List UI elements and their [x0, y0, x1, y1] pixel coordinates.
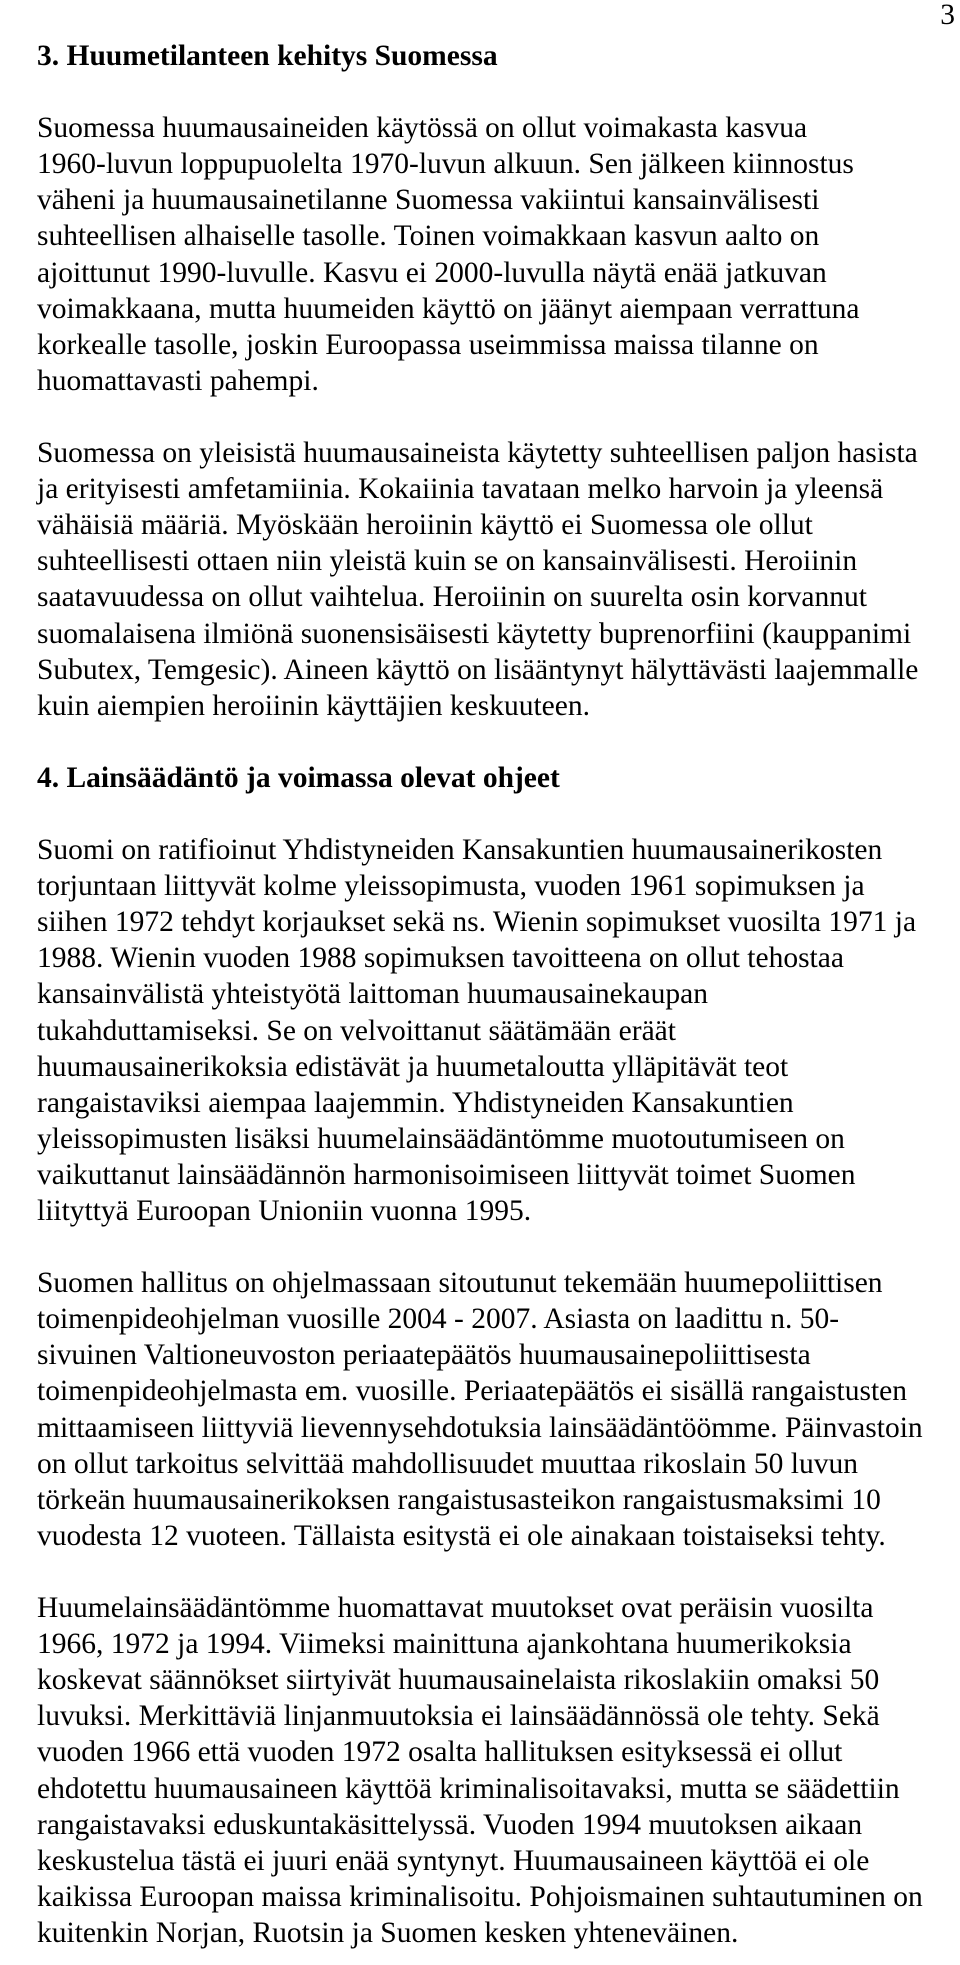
text-line: mittaamiseen liittyviä lievennysehdotuksia lainsäädäntöömme. Päinvastoin — [37, 1411, 923, 1444]
text-line: huumausainerikoksia edistävät ja huumetaloutta ylläpitävät teot — [37, 1050, 789, 1083]
text-line: rangaistaviksi aiempaa laajemmin. Yhdistyneiden Kansakuntien — [37, 1086, 794, 1119]
text-line: yleissopimusten lisäksi huumelainsäädäntömme muotoutumiseen on — [37, 1122, 845, 1155]
text-line: Suomessa huumausaineiden käytössä on ollut voimakasta kasvua — [37, 112, 808, 145]
paragraph-2 — [37, 435, 957, 724]
text-line: rangaistavaksi eduskuntakäsittelyssä. Vuoden 1994 muutoksen aikaan — [37, 1808, 863, 1841]
text-line: Huumelainsäädäntömme huomattavat muutokset ovat peräisin vuosilta — [37, 1592, 874, 1625]
text-line: suomalaisena ilmiönä suonensisäisesti käytetty buprenorfiini (kauppanimi — [37, 617, 912, 650]
paragraph-5 — [37, 1590, 957, 1951]
section-heading: 4. Lainsäädäntö ja voimassa olevat ohjeet — [37, 761, 560, 794]
text-line: kuin aiempien heroiinin käyttäjien keskuuteen. — [37, 689, 590, 722]
section-heading: 3. Huumetilanteen kehitys Suomessa — [37, 40, 498, 72]
text-line: Subutex, Temgesic). Aineen käyttö on lisääntynyt hälyttävästi laajemmalle — [37, 653, 919, 686]
text-line: kansainvälistä yhteistyötä laittoman huumausainekaupan — [37, 978, 708, 1011]
text-line: koskevat säännökset siirtyivät huumausainelaista rikoslakiin omaksi 50 — [37, 1664, 880, 1697]
document-body — [37, 38, 957, 1965]
text-line: luvuksi. Merkittäviä linjanmuutoksia ei lainsäädännössä ole tehty. Sekä — [37, 1700, 880, 1733]
text-line: liityttyä Euroopan Unioniin vuonna 1995. — [37, 1195, 532, 1227]
text-line: ja erityisesti amfetamiinia. Kokaiinia tavataan melko harvoin ja yleensä — [37, 473, 884, 506]
section-legislation — [37, 760, 957, 1951]
text-line: Suomi on ratifioinut Yhdistyneiden Kansakuntien huumausainerikosten — [37, 834, 883, 867]
text-line: torjuntaan liittyvät kolme yleissopimusta, vuoden 1961 sopimuksen ja — [37, 870, 865, 903]
text-line: väheni ja huumausainetilanne Suomessa vakiintui kansainvälisesti — [37, 184, 820, 217]
text-line: huomattavasti pahempi. — [37, 364, 319, 397]
text-line: toimenpideohjelman vuosille 2004 - 2007. Asiasta on laadittu n. 50- — [37, 1303, 840, 1336]
text-line: saatavuudessa on ollut vaihtelua. Heroiinin on suurelta osin korvannut — [37, 581, 867, 614]
text-line: ehdotettu huumausaineen käyttöä kriminalisoitavaksi, mutta se säädettiin — [37, 1772, 900, 1805]
text-line: siihen 1972 tehdyt korjaukset sekä ns. Wienin sopimukset vuosilta 1971 ja — [37, 906, 917, 939]
text-line: 1966, 1972 ja 1994. Viimeksi mainittuna ajankohtana huumerikoksia — [37, 1628, 852, 1661]
text-line: ajoittunut 1990-luvulle. Kasvu ei 2000-luvulla näytä enää jatkuvan — [37, 256, 827, 289]
text-line: toimenpideohjelmasta em. vuosille. Periaatepäätös ei sisällä rangaistusten — [37, 1375, 908, 1408]
text-line: vaikuttanut lainsäädännön harmonisoimiseen liittyvät toimet Suomen — [37, 1158, 856, 1191]
text-line: Suomen hallitus on ohjelmassaan sitoutunut tekemään huumepoliittisen — [37, 1267, 883, 1300]
text-line: suhteellisen alhaiselle tasolle. Toinen voimakkaan kasvun aalto on — [37, 220, 820, 253]
text-line: törkeän huumausainerikoksen rangaistusasteikon rangaistusmaksimi 10 — [37, 1483, 881, 1516]
page-number: 3 — [940, 0, 955, 31]
paragraph-1 — [37, 110, 957, 399]
text-line: 1988. Wienin vuoden 1988 sopimuksen tavoitteena on ollut tehostaa — [37, 942, 844, 975]
text-line: 1960-luvun loppupuolelta 1970-luvun alkuun. Sen jälkeen kiinnostus — [37, 148, 854, 181]
paragraph-4 — [37, 1265, 957, 1554]
text-line: Suomessa on yleisistä huumausaineista käytetty suhteellisen paljon hasista — [37, 437, 918, 470]
paragraph-3 — [37, 832, 957, 1229]
text-line: keskustelua tästä ei juuri enää syntynyt. Huumausaineen käyttöä ei ole — [37, 1844, 870, 1877]
text-line: sivuinen Valtioneuvoston periaatepäätös huumausainepoliittisesta — [37, 1339, 811, 1372]
text-line: on ollut tarkoitus selvittää mahdollisuudet muuttaa rikoslain 50 luvun — [37, 1447, 858, 1480]
text-line: vähäisiä määriä. Myöskään heroiinin käyttö ei Suomessa ole ollut — [37, 509, 813, 542]
text-line: vuodesta 12 vuoteen. Tällaista esitystä ei ole ainakaan toistaiseksi tehty. — [37, 1519, 886, 1552]
text-line: kuitenkin Norjan, Ruotsin ja Suomen kesken yhteneväinen. — [37, 1916, 739, 1949]
text-line: voimakkaana, mutta huumeiden käyttö on jäänyt aiempaan verrattuna — [37, 292, 860, 325]
section-drug-situation — [37, 38, 957, 724]
text-line: tukahduttamiseksi. Se on velvoittanut säätämään eräät — [37, 1014, 676, 1047]
text-line: suhteellisesti ottaen niin yleistä kuin se on kansainvälisesti. Heroiinin — [37, 545, 858, 578]
text-line: kaikissa Euroopan maissa kriminalisoitu. Pohjoismainen suhtautuminen on — [37, 1880, 923, 1913]
text-line: korkealle tasolle, joskin Euroopassa useimmissa maissa tilanne on — [37, 328, 819, 361]
text-line: vuoden 1966 että vuoden 1972 osalta hallituksen esityksessä ei ollut — [37, 1736, 843, 1769]
